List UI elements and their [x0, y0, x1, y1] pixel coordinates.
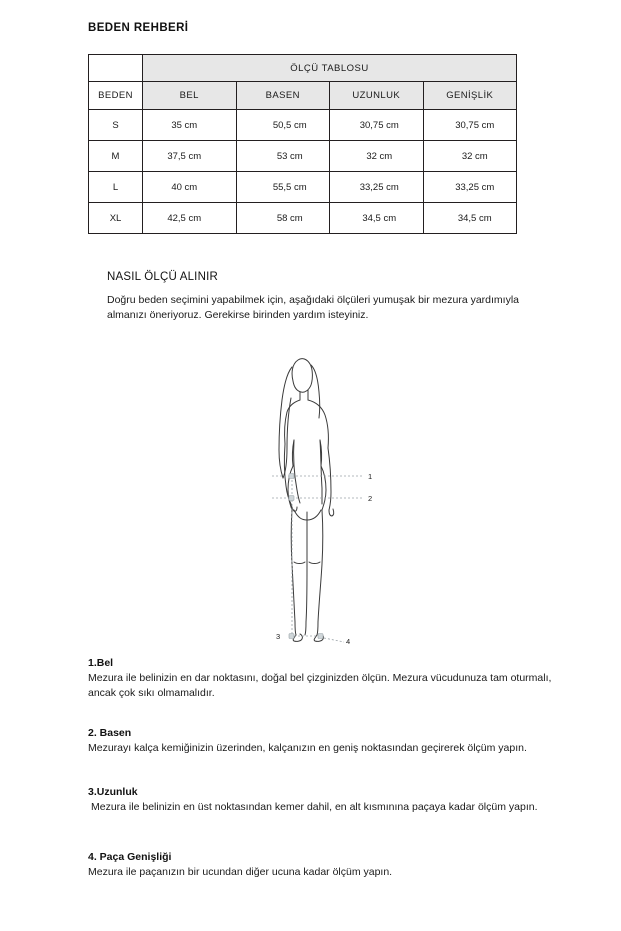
cell-basen-value: 53 cm [276, 150, 303, 162]
instruction-block-2 [88, 727, 558, 756]
cell-bel [143, 172, 237, 203]
size-table [88, 54, 517, 234]
cell-basen-value: 58 cm [276, 212, 303, 224]
cell-basen [236, 203, 330, 234]
marker-2: 2 [368, 494, 373, 503]
cell-uzunluk [330, 110, 424, 141]
cell-uzunluk-value: 30,75 cm [359, 119, 399, 131]
cell-uzunluk-value: 33,25 cm [359, 181, 399, 193]
column-header-beden: BEDEN [89, 82, 143, 110]
cell-genislik-value: 32 cm [461, 150, 488, 162]
cell-uzunluk [330, 141, 424, 172]
cell-bel [143, 203, 237, 234]
cell-bel-value: 42,5 cm [167, 212, 202, 224]
cell-bel [143, 141, 237, 172]
table-row [89, 110, 517, 141]
size-table-container [88, 54, 517, 234]
cell-bel-value: 35 cm [171, 119, 198, 131]
marker-3: 3 [276, 632, 281, 641]
instruction-heading-4: 4. Paça Genişliği [88, 851, 172, 863]
cell-genislik [423, 172, 517, 203]
cell-genislik-value: 34,5 cm [457, 212, 492, 224]
table-caption: ÖLÇÜ TABLOSU [143, 55, 517, 82]
cell-uzunluk [330, 172, 424, 203]
cell-size: XL [89, 203, 143, 234]
column-header-bel: BEL [143, 82, 237, 110]
table-row [89, 172, 517, 203]
marker-4-leader [324, 638, 344, 642]
page-title: BEDEN REHBERİ [88, 22, 189, 34]
cell-basen [236, 110, 330, 141]
how-to-measure-title: NASIL ÖLÇÜ ALINIR [107, 271, 218, 283]
instruction-heading-1: 1.Bel [88, 657, 114, 669]
table-caption-row [89, 55, 517, 82]
column-header-genislik: GENİŞLİK [423, 82, 517, 110]
column-header-basen: BASEN [236, 82, 330, 110]
marker-4: 4 [346, 637, 351, 646]
table-row [89, 141, 517, 172]
cell-genislik-value: 33,25 cm [455, 181, 495, 193]
marker-1: 1 [368, 472, 373, 481]
instruction-block-1 [88, 657, 558, 701]
cell-bel-value: 37,5 cm [167, 150, 202, 162]
cell-genislik [423, 141, 517, 172]
cell-uzunluk-value: 32 cm [366, 150, 393, 162]
instruction-heading-3: 3.Uzunluk [88, 786, 138, 798]
cell-size: S [89, 110, 143, 141]
cell-basen-value: 55,5 cm [272, 181, 307, 193]
cell-basen [236, 141, 330, 172]
cell-bel-value: 40 cm [171, 181, 198, 193]
cell-basen-value: 50,5 cm [272, 119, 307, 131]
cell-size: L [89, 172, 143, 203]
table-corner-blank [89, 55, 143, 82]
column-header-uzunluk: UZUNLUK [330, 82, 424, 110]
cell-uzunluk [330, 203, 424, 234]
instruction-text-4: Mezura ile paçanızın bir ucundan diğer ucuna kadar ölçüm yapın. [88, 866, 393, 878]
cell-basen [236, 172, 330, 203]
how-to-measure-paragraph: Doğru beden seçimini yapabilmek için, aşağıdaki ölçüleri yumuşak bir mezura yardımıyla almanızı öneriyoruz. Gerekirse birinden yardım isteyiniz. [107, 294, 520, 322]
instruction-text-3: Mezura ile belinizin en üst noktasından kemer dahil, en alt kısmınına paçaya kadar ölçüm yapın. [91, 801, 538, 813]
cell-genislik [423, 110, 517, 141]
instruction-block-3 [88, 786, 558, 815]
instruction-heading-2: 2. Basen [88, 727, 132, 739]
female-silhouette-icon [232, 340, 412, 660]
guide-lines [272, 476, 362, 636]
cell-genislik [423, 203, 517, 234]
measurement-figure [232, 340, 412, 660]
cell-size: M [89, 141, 143, 172]
instruction-text-2: Mezurayı kalça kemiğinizin üzerinden, kalçanızın en geniş noktasından geçirerek ölçüm yapın. [88, 742, 527, 754]
instruction-text-1: Mezura ile belinizin en dar noktasını, doğal bel çizginizden ölçün. Mezura vücudunuza tam oturmalı, ancak çok sıkı olmamalıdır. [88, 672, 552, 700]
table-header-row [89, 82, 517, 110]
instruction-block-4 [88, 851, 558, 880]
cell-uzunluk-value: 34,5 cm [362, 212, 397, 224]
table-row [89, 203, 517, 234]
cell-bel [143, 110, 237, 141]
cell-genislik-value: 30,75 cm [455, 119, 495, 131]
